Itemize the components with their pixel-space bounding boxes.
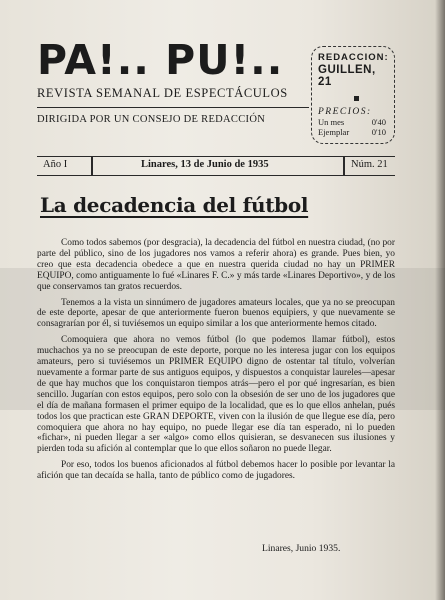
issue-date: Linares, 13 de Junio de 1935 [141,159,269,170]
redaccion-address: GUILLEN, 21 [318,64,376,88]
redaccion-label: REDACCION: [318,52,389,63]
bar-divider [91,157,93,175]
square-bullet-icon [354,96,359,101]
precios-label: PRECIOS: [318,107,372,117]
issue-year: Año I [43,159,68,170]
price-label: Ejemplar [318,127,350,137]
publication-subtitle: REVISTA SEMANAL DE ESPECTÁCULOS [37,86,288,100]
price-row-issue [318,127,386,137]
price-row-month [318,117,386,127]
masthead-rule [37,107,309,108]
masthead [37,36,307,125]
article-signoff: Linares, Junio 1935. [262,543,341,554]
article-paragraph: Como todos sabemos (por desgracia), la decadencia del fútbol en nuestra ciudad, (no por parte del público, sino de los jugadores nos vamos a referir ahora) es grande. Pues bien, yo creo que esta decadencia obedece a que en nuestra querida ciudad no hay un PRIMER EQUIPO, como antiguamente lo fué «Linares F. C.» y más tarde «Linares Deportivo», y de los que conservamos tan gratos recuerdos. [37,238,395,292]
redaction-prices-box [311,46,395,144]
article-paragraph: Comoquiera que ahora no vemos fútbol (lo que podemos llamar fútbol), estos muchachos ya no se preocupan de este deporte, porque no les interesa jugar con los equipos amateurs, pero si tuviésemos un PRIMER EQUIPO digno de ostentar tal título, volverían nuevamente a formar parte de sus antiguos equipos, y dispuestos a conquistar laureles—apesar de que hay muchos que los conquistaron tiempos atrás—pero el por qué ingresarían, es bien sencillo. Jugarían con estos equipos, pero solo con la obsesión de ser uno de los jugadores que el día de mañana formasen el primer equipo de la localidad, que es lo que ellos anhelan, pués todos los que practican este GRAN DEPORTE, viven con la ilusión de que llegue ese día, pero comoquiera que ahora no hay equipo, no puede llegar ese día tan esperado, ni lo pueden «fichar», ni pueden llegar a ser «algo» como ellos quisieran, se desvanecen sus ilusiones y pierden toda su afición al contemplar que lo que ellos soñaron no puede llegar. [37,335,395,455]
bar-divider [343,157,345,175]
article-paragraph: Tenemos a la vista un sinnúmero de jugadores amateurs locales, que ya no se preocupan de este deporte, apesar de que anteriormente fueron buenos equipiers, y que nuevamente se consagrarían por él, si tuviésemos un equipo similar a los que anteriormente hemos citado. [37,297,395,330]
publication-title: PA!.. PU!.. [37,36,284,84]
article-body [37,238,395,487]
issue-number: Núm. 21 [351,159,388,170]
price-value: 0'10 [371,127,386,137]
editorial-board-line: DIRIGIDA POR UN CONSEJO DE REDACCIÓN [37,114,266,125]
price-value: 0'40 [371,117,386,127]
article-paragraph: Por eso, todos los buenos aficionados al fútbol debemos hacer lo posible por levantar la afición que tan decaída se halla, tanto de público como de jugadores. [37,460,395,482]
issue-info-bar [37,156,395,176]
price-label: Un mes [318,117,345,127]
article-headline: La decadencia del fútbol [40,193,309,217]
